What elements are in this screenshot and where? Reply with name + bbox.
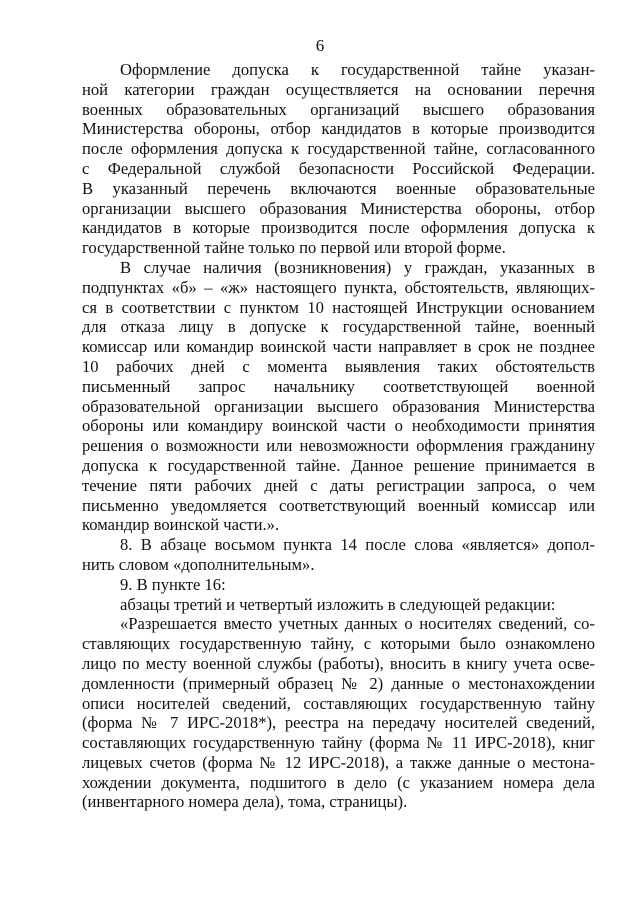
paragraph: [82, 258, 595, 535]
text-line: ной категории граждан осуществляется на основании перечня: [82, 79, 595, 99]
text-line: 10 рабочих дней с момента выявления таких обстоятельств: [82, 356, 595, 376]
text-line: подпунктах «б» – «ж» настоящего пункта, обстоятельств, являющих-: [82, 277, 595, 297]
paragraph: [82, 575, 595, 595]
text-line: комиссар или командир воинской части направляет в срок не позднее: [82, 337, 595, 357]
text-line: решения о возможности или невозможности оформления гражданину: [82, 436, 595, 456]
text-line: (форма № 7 ИРС-2018*), реестра на передачу носителей сведений,: [82, 713, 595, 733]
text-line: 9. В пункте 16:: [120, 574, 226, 594]
text-line: организации высшего образования Министерства обороны, отбор: [82, 198, 595, 218]
text-line: хождении документа, подшитого в дело (с указанием номера дела: [82, 772, 595, 792]
text-line: абзацы третий и четвертый изложить в следующей редакции:: [120, 594, 556, 614]
text-line: для отказа лицу в допуске к государственной тайне, военный: [82, 317, 595, 337]
text-line: командир воинской части.».: [82, 515, 280, 535]
text-line: ся в соответствии с пунктом 10 настоящей Инструкции основанием: [82, 297, 595, 317]
text-line: Оформление допуска к государственной тайне указан-: [120, 60, 595, 79]
text-line: лицо по месту военной службы (работы), вносить в книгу учета осве-: [82, 653, 595, 673]
text-line: кандидатов в которые производится после оформления допуска к: [82, 218, 595, 238]
text-line: письменно уведомляется соответствующий военный комиссар или: [82, 495, 595, 515]
paragraph: [82, 614, 595, 812]
text-line: В случае наличия (возникновения) у граждан, указанных в: [120, 257, 595, 277]
text-line: В указанный перечень включаются военные образовательные: [82, 178, 595, 198]
text-line: с Федеральной службой безопасности Российской Федерации.: [82, 158, 595, 178]
text-line: государственной тайне только по первой или второй форме.: [82, 238, 506, 258]
text-line: образовательной организации высшего образования Министерства: [82, 396, 595, 416]
text-line: домленности (примерный образец № 2) данные о местонахождении: [82, 673, 595, 693]
paragraph: [82, 60, 595, 258]
text-line: ставляющих государственную тайну, с которыми было ознакомлено: [82, 634, 595, 654]
text-line: допуска к государственной тайне. Данное решение принимается в: [82, 455, 595, 475]
text-line: «Разрешается вместо учетных данных о носителях сведений, со-: [120, 614, 595, 634]
text-line: нить словом «дополнительным».: [82, 554, 315, 574]
text-line: обороны или командиру воинской части о необходимости принятия: [82, 416, 595, 436]
paragraph: [82, 595, 595, 615]
text-line: военных образовательных организаций высшего образования: [82, 99, 595, 119]
text-line: составляющих государственную тайну (форма № 11 ИРС-2018), книг: [82, 733, 595, 753]
text-line: Министерства обороны, отбор кандидатов в которые производится: [82, 119, 595, 139]
document-body: [82, 60, 595, 812]
text-line: (инвентарного номера дела), тома, страницы).: [82, 792, 408, 812]
text-line: течение пяти рабочих дней с даты регистрации запроса, о чем: [82, 475, 595, 495]
text-line: 8. В абзаце восьмом пункта 14 после слова «является» допол-: [120, 535, 595, 555]
page-number: 6: [315, 36, 325, 55]
text-line: после оформления допуска к государственной тайне, согласованного: [82, 139, 595, 159]
text-line: описи носителей сведений, составляющих государственную тайну: [82, 693, 595, 713]
text-line: письменный запрос начальнику соответствующей военной: [82, 376, 595, 396]
text-line: лицевых счетов (форма № 12 ИРС-2018), а также данные о местона-: [82, 752, 595, 772]
paragraph: [82, 535, 595, 575]
